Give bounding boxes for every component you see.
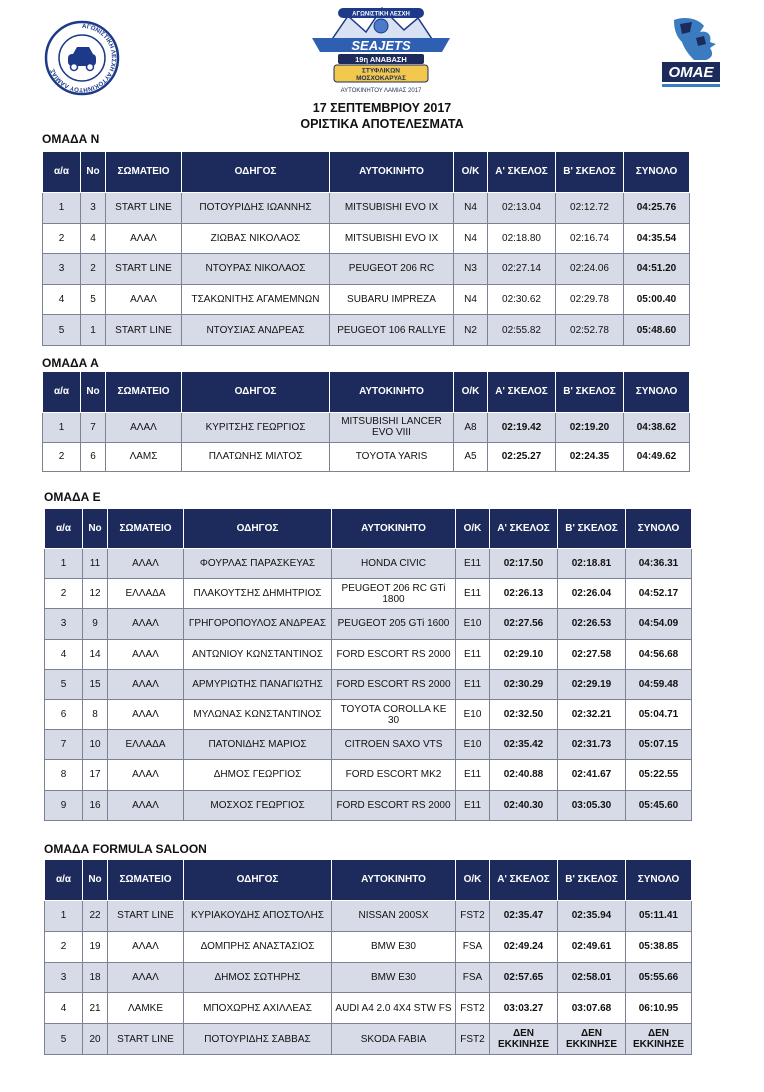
start-number: 20 <box>83 1024 108 1055</box>
car: FORD ESCORT RS 2000 <box>332 790 456 820</box>
row-number: 1 <box>43 413 81 443</box>
col-no: Νο <box>81 152 106 193</box>
total-time: 04:36.31 <box>626 549 692 579</box>
leg2-time: 02:24.35 <box>556 442 624 472</box>
class: E11 <box>456 639 490 669</box>
leg2-time: 03:07.68 <box>558 993 626 1024</box>
omae-logo <box>654 14 728 96</box>
leg2-time: 02:26.53 <box>558 609 626 639</box>
leg1-time: 02:55.82 <box>488 315 556 346</box>
club: ΑΛΑΛ <box>108 669 184 699</box>
driver: ΤΣΑΚΩΝΙΤΗΣ ΑΓΑΜΕΜΝΩΝ <box>182 284 330 315</box>
club: ΑΛΑΛ <box>106 284 182 315</box>
leg2-time: 02:29.19 <box>558 669 626 699</box>
table-row <box>43 284 690 315</box>
total-time: 04:52.17 <box>626 579 692 609</box>
table-row <box>45 579 692 609</box>
total-time: 04:38.62 <box>624 413 690 443</box>
start-number: 18 <box>83 962 108 993</box>
class: FST2 <box>456 1024 490 1055</box>
col-car: ΑΥΤΟΚΙΝΗΤΟ <box>330 372 454 413</box>
row-number: 3 <box>45 962 83 993</box>
leg1-time: 02:17.50 <box>490 549 558 579</box>
leg2-time: 02:32.21 <box>558 699 626 729</box>
total-time: 04:59.48 <box>626 669 692 699</box>
row-number: 2 <box>43 223 81 254</box>
table-row <box>45 669 692 699</box>
class: N4 <box>454 223 488 254</box>
class: N4 <box>454 193 488 224</box>
svg-text:ΣΤΥΦΛΙΚΩΝ: ΣΤΥΦΛΙΚΩΝ <box>361 67 401 75</box>
results-table <box>44 508 692 821</box>
car: HONDA CIVIC <box>332 549 456 579</box>
club: ΕΛΛΑΔΑ <box>108 730 184 760</box>
driver: ΔΗΜΟΣ ΓΕΩΡΓΙΟΣ <box>184 760 332 790</box>
driver: ΝΤΟΥΡΑΣ ΝΙΚΟΛΑΟΣ <box>182 254 330 285</box>
col-class: Ο/Κ <box>454 152 488 193</box>
total-time: 05:07.15 <box>626 730 692 760</box>
car: FORD ESCORT MK2 <box>332 760 456 790</box>
row-number: 5 <box>43 315 81 346</box>
car: BMW E30 <box>332 962 456 993</box>
start-number: 19 <box>83 931 108 962</box>
table-row <box>45 730 692 760</box>
total-time: 05:48.60 <box>624 315 690 346</box>
col-leg1: Α' ΣΚΕΛΟΣ <box>488 152 556 193</box>
row-number: 1 <box>45 901 83 932</box>
col-car: ΑΥΤΟΚΙΝΗΤΟ <box>330 152 454 193</box>
col-aa: α/α <box>45 509 83 549</box>
leg1-time: 02:49.24 <box>490 931 558 962</box>
total-time: 04:51.20 <box>624 254 690 285</box>
table-row <box>45 699 692 729</box>
start-number: 7 <box>81 413 106 443</box>
col-total: ΣΥΝΟΛΟ <box>626 509 692 549</box>
leg1-time: 02:19.42 <box>488 413 556 443</box>
group-title: ΟΜΑΔΑ Ν <box>42 132 100 146</box>
leg2-time: 02:31.73 <box>558 730 626 760</box>
start-number: 16 <box>83 790 108 820</box>
total-time: 04:56.68 <box>626 639 692 669</box>
class: A5 <box>454 442 488 472</box>
col-leg2: Β' ΣΚΕΛΟΣ <box>558 509 626 549</box>
start-number: 10 <box>83 730 108 760</box>
leg2-time: ΔΕΝ ΕΚΚΙΝΗΣΕ <box>558 1024 626 1055</box>
leg1-time: 03:03.27 <box>490 993 558 1024</box>
car: PEUGEOT 106 RALLYE <box>330 315 454 346</box>
col-driver: ΟΔΗΓΟΣ <box>184 509 332 549</box>
table-row <box>45 760 692 790</box>
car: TOYOTA YARIS <box>330 442 454 472</box>
leg1-time: 02:18.80 <box>488 223 556 254</box>
club: ΑΛΑΛ <box>108 699 184 729</box>
car: MITSUBISHI EVO IX <box>330 223 454 254</box>
club: START LINE <box>106 254 182 285</box>
driver: ΑΡΜΥΡΙΩΤΗΣ ΠΑΝΑΓΙΩΤΗΣ <box>184 669 332 699</box>
row-number: 2 <box>45 579 83 609</box>
leg2-time: 02:27.58 <box>558 639 626 669</box>
row-number: 4 <box>45 639 83 669</box>
club: START LINE <box>106 193 182 224</box>
leg2-time: 02:58.01 <box>558 962 626 993</box>
results-table <box>42 371 690 472</box>
start-number: 1 <box>81 315 106 346</box>
leg1-time: 02:35.47 <box>490 901 558 932</box>
row-number: 8 <box>45 760 83 790</box>
club: START LINE <box>106 315 182 346</box>
col-no: Νο <box>81 372 106 413</box>
start-number: 4 <box>81 223 106 254</box>
driver: ΠΛΑΚΟΥΤΣΗΣ ΔΗΜΗΤΡΙΟΣ <box>184 579 332 609</box>
svg-text:SEAJETS: SEAJETS <box>351 38 411 53</box>
leg2-time: 02:26.04 <box>558 579 626 609</box>
club: ΑΛΑΛ <box>108 760 184 790</box>
results-table <box>42 151 690 346</box>
driver: ΠΛΑΤΩΝΗΣ ΜΙΛΤΟΣ <box>182 442 330 472</box>
class: E10 <box>456 699 490 729</box>
col-leg1: Α' ΣΚΕΛΟΣ <box>488 372 556 413</box>
svg-text:ΑΓΩΝΙΣΤΙΚΗ ΛΕΣΧΗ ΑΥΤΟΚΙΝΗΤΟΥ Λ: ΑΓΩΝΙΣΤΙΚΗ ΛΕΣΧΗ ΑΥΤΟΚΙΝΗΤΟΥ ΛΑΜΙΑΣ <box>49 22 118 94</box>
col-class: Ο/Κ <box>456 860 490 901</box>
start-number: 6 <box>81 442 106 472</box>
col-total: ΣΥΝΟΛΟ <box>624 372 690 413</box>
club: ΑΛΑΛ <box>108 962 184 993</box>
driver: ΚΥΡΙΑΚΟΥΔΗΣ ΑΠΟΣΤΟΛΗΣ <box>184 901 332 932</box>
club: ΑΛΑΛ <box>106 223 182 254</box>
start-number: 17 <box>83 760 108 790</box>
col-leg2: Β' ΣΚΕΛΟΣ <box>556 152 624 193</box>
table-row <box>45 931 692 962</box>
row-number: 1 <box>45 549 83 579</box>
car: SKODA FABIA <box>332 1024 456 1055</box>
class: E10 <box>456 609 490 639</box>
group-title: ΟΜΑΔΑ Α <box>42 356 99 370</box>
start-number: 12 <box>83 579 108 609</box>
col-driver: ΟΔΗΓΟΣ <box>184 860 332 901</box>
start-number: 21 <box>83 993 108 1024</box>
leg1-time: 02:57.65 <box>490 962 558 993</box>
driver: ΜΠΟΧΩΡΗΣ ΑΧΙΛΛΕΑΣ <box>184 993 332 1024</box>
driver: ΓΡΗΓΟΡΟΠΟΥΛΟΣ ΑΝΔΡΕΑΣ <box>184 609 332 639</box>
col-aa: α/α <box>43 372 81 413</box>
club: ΑΛΑΛ <box>108 639 184 669</box>
row-number: 1 <box>43 193 81 224</box>
class: FSA <box>456 931 490 962</box>
col-car: ΑΥΤΟΚΙΝΗΤΟ <box>332 509 456 549</box>
driver: ΠΑΤΟΝΙΔΗΣ ΜΑΡΙΟΣ <box>184 730 332 760</box>
svg-text:ΑΥΤΟΚΙΝΗΤΟΥ ΛΑΜΙΑΣ 2017: ΑΥΤΟΚΙΝΗΤΟΥ ΛΑΜΙΑΣ 2017 <box>340 88 422 94</box>
svg-text:ΑΓΩΝΙΣΤΙΚΗ ΛΕΣΧΗ: ΑΓΩΝΙΣΤΙΚΗ ΛΕΣΧΗ <box>352 11 410 18</box>
leg1-time: 02:26.13 <box>490 579 558 609</box>
table-header-row <box>45 509 692 549</box>
row-number: 2 <box>43 442 81 472</box>
svg-text:ΜΟΣΧΟΚΑΡΥΑΣ: ΜΟΣΧΟΚΑΡΥΑΣ <box>356 75 406 82</box>
col-class: Ο/Κ <box>454 372 488 413</box>
car: SUBARU IMPREZA <box>330 284 454 315</box>
club: ΕΛΛΑΔΑ <box>108 579 184 609</box>
table-row <box>43 223 690 254</box>
row-number: 3 <box>45 609 83 639</box>
group-title: ΟΜΑΔΑ Ε <box>44 490 101 504</box>
col-driver: ΟΔΗΓΟΣ <box>182 372 330 413</box>
driver: ΔΗΜΟΣ ΣΩΤΗΡΗΣ <box>184 962 332 993</box>
class: FST2 <box>456 993 490 1024</box>
col-leg1: Α' ΣΚΕΛΟΣ <box>490 509 558 549</box>
car: PEUGEOT 205 GTi 1600 <box>332 609 456 639</box>
leg1-time: 02:25.27 <box>488 442 556 472</box>
table-header-row <box>43 152 690 193</box>
car: FORD ESCORT RS 2000 <box>332 639 456 669</box>
group-title: ΟΜΑΔΑ FORMULA SALOON <box>44 842 207 856</box>
leg1-time: 02:27.56 <box>490 609 558 639</box>
car: PEUGEOT 206 RC GTi 1800 <box>332 579 456 609</box>
leg2-time: 02:19.20 <box>556 413 624 443</box>
class: E11 <box>456 760 490 790</box>
table-row <box>45 962 692 993</box>
start-number: 22 <box>83 901 108 932</box>
total-time: 05:11.41 <box>626 901 692 932</box>
total-time: 04:25.76 <box>624 193 690 224</box>
total-time: 05:22.55 <box>626 760 692 790</box>
col-driver: ΟΔΗΓΟΣ <box>182 152 330 193</box>
class: FSA <box>456 962 490 993</box>
driver: ΠΟΤΟΥΡΙΔΗΣ ΣΑΒΒΑΣ <box>184 1024 332 1055</box>
table-row <box>45 609 692 639</box>
leg1-time: ΔΕΝ ΕΚΚΙΝΗΣΕ <box>490 1024 558 1055</box>
leg2-time: 02:12.72 <box>556 193 624 224</box>
leg1-time: 02:32.50 <box>490 699 558 729</box>
total-time: 04:49.62 <box>624 442 690 472</box>
col-club: ΣΩΜΑΤΕΙΟ <box>106 372 182 413</box>
class: E10 <box>456 730 490 760</box>
class: N3 <box>454 254 488 285</box>
table-row <box>45 790 692 820</box>
car: TOYOTA COROLLA KE 30 <box>332 699 456 729</box>
car: CITROEN SAXO VTS <box>332 730 456 760</box>
club: START LINE <box>108 1024 184 1055</box>
leg2-time: 02:29.78 <box>556 284 624 315</box>
total-time: 05:00.40 <box>624 284 690 315</box>
svg-text:19η ΑΝΑΒΑΣΗ: 19η ΑΝΑΒΑΣΗ <box>355 55 407 64</box>
club: ΑΛΑΛ <box>106 413 182 443</box>
col-no: Νο <box>83 860 108 901</box>
start-number: 5 <box>81 284 106 315</box>
row-number: 7 <box>45 730 83 760</box>
club: START LINE <box>108 901 184 932</box>
leg2-time: 02:49.61 <box>558 931 626 962</box>
class: E11 <box>456 549 490 579</box>
leg1-time: 02:30.29 <box>490 669 558 699</box>
start-number: 14 <box>83 639 108 669</box>
driver: ΜΥΛΩΝΑΣ ΚΩΝΣΤΑΝΤΙΝΟΣ <box>184 699 332 729</box>
class: FST2 <box>456 901 490 932</box>
col-class: Ο/Κ <box>456 509 490 549</box>
start-number: 9 <box>83 609 108 639</box>
driver: ΑΝΤΩΝΙΟΥ ΚΩΝΣΤΑΝΤΙΝΟΣ <box>184 639 332 669</box>
car: MITSUBISHI EVO IX <box>330 193 454 224</box>
total-time: 05:04.71 <box>626 699 692 729</box>
car: AUDI A4 2.0 4X4 STW FS <box>332 993 456 1024</box>
table-row <box>45 639 692 669</box>
start-number: 2 <box>81 254 106 285</box>
table-row <box>43 315 690 346</box>
event-logo <box>308 2 454 98</box>
leg2-time: 02:24.06 <box>556 254 624 285</box>
driver: ΔΟΜΠΡΗΣ ΑΝΑΣΤΑΣΙΟΣ <box>184 931 332 962</box>
leg2-time: 02:41.67 <box>558 760 626 790</box>
driver: ΜΟΣΧΟΣ ΓΕΩΡΓΙΟΣ <box>184 790 332 820</box>
results-table <box>44 859 692 1055</box>
start-number: 15 <box>83 669 108 699</box>
table-row <box>43 413 690 443</box>
col-aa: α/α <box>43 152 81 193</box>
table-row <box>43 442 690 472</box>
leg1-time: 02:40.30 <box>490 790 558 820</box>
table-row <box>45 901 692 932</box>
col-aa: α/α <box>45 860 83 901</box>
row-number: 5 <box>45 669 83 699</box>
leg2-time: 03:05.30 <box>558 790 626 820</box>
leg2-time: 02:18.81 <box>558 549 626 579</box>
car: FORD ESCORT RS 2000 <box>332 669 456 699</box>
class: A8 <box>454 413 488 443</box>
club: ΛΑΜΚΕ <box>108 993 184 1024</box>
col-leg1: Α' ΣΚΕΛΟΣ <box>490 860 558 901</box>
col-club: ΣΩΜΑΤΕΙΟ <box>106 152 182 193</box>
club: ΑΛΑΛ <box>108 549 184 579</box>
car: PEUGEOT 206 RC <box>330 254 454 285</box>
leg1-time: 02:29.10 <box>490 639 558 669</box>
col-club: ΣΩΜΑΤΕΙΟ <box>108 509 184 549</box>
total-time: ΔΕΝ ΕΚΚΙΝΗΣΕ <box>626 1024 692 1055</box>
table-header-row <box>45 860 692 901</box>
col-no: Νο <box>83 509 108 549</box>
row-number: 5 <box>45 1024 83 1055</box>
leg1-time: 02:35.42 <box>490 730 558 760</box>
leg1-time: 02:30.62 <box>488 284 556 315</box>
driver: ΖΙΩΒΑΣ ΝΙΚΟΛΑΟΣ <box>182 223 330 254</box>
class: E11 <box>456 790 490 820</box>
leg1-time: 02:27.14 <box>488 254 556 285</box>
club-logo <box>44 20 120 96</box>
leg2-time: 02:52.78 <box>556 315 624 346</box>
table-header-row <box>43 372 690 413</box>
total-time: 05:38.85 <box>626 931 692 962</box>
total-time: 06:10.95 <box>626 993 692 1024</box>
table-row <box>45 993 692 1024</box>
table-row <box>45 1024 692 1055</box>
start-number: 8 <box>83 699 108 729</box>
col-car: ΑΥΤΟΚΙΝΗΤΟ <box>332 860 456 901</box>
leg2-time: 02:16.74 <box>556 223 624 254</box>
event-date: 17 ΣΕΠΤΕΜΒΡΙΟΥ 2017 <box>312 101 452 115</box>
car: MITSUBISHI LANCER EVO VIII <box>330 413 454 443</box>
driver: ΦΟΥΡΛΑΣ ΠΑΡΑΣΚΕΥΑΣ <box>184 549 332 579</box>
row-number: 3 <box>43 254 81 285</box>
table-row <box>45 549 692 579</box>
page-header <box>0 0 764 140</box>
col-leg2: Β' ΣΚΕΛΟΣ <box>558 860 626 901</box>
total-time: 05:55.66 <box>626 962 692 993</box>
class: N4 <box>454 284 488 315</box>
row-number: 9 <box>45 790 83 820</box>
driver: ΚΥΡΙΤΣΗΣ ΓΕΩΡΓΙΟΣ <box>182 413 330 443</box>
class: E11 <box>456 669 490 699</box>
leg1-time: 02:13.04 <box>488 193 556 224</box>
col-total: ΣΥΝΟΛΟ <box>624 152 690 193</box>
svg-text:ΟΜΑΕ: ΟΜΑΕ <box>668 64 714 81</box>
col-club: ΣΩΜΑΤΕΙΟ <box>108 860 184 901</box>
class: N2 <box>454 315 488 346</box>
start-number: 3 <box>81 193 106 224</box>
club: ΑΛΑΛ <box>108 790 184 820</box>
driver: ΠΟΤΟΥΡΙΔΗΣ ΙΩΑΝΝΗΣ <box>182 193 330 224</box>
club: ΑΛΑΛ <box>108 931 184 962</box>
driver: ΝΤΟΥΣΙΑΣ ΑΝΔΡΕΑΣ <box>182 315 330 346</box>
results-subtitle: ΟΡΙΣΤΙΚΑ ΑΠΟΤΕΛΕΣΜΑΤΑ <box>300 117 464 131</box>
col-leg2: Β' ΣΚΕΛΟΣ <box>556 372 624 413</box>
club: ΛΑΜΣ <box>106 442 182 472</box>
row-number: 4 <box>43 284 81 315</box>
class: E11 <box>456 579 490 609</box>
total-time: 05:45.60 <box>626 790 692 820</box>
total-time: 04:54.09 <box>626 609 692 639</box>
car: NISSAN 200SX <box>332 901 456 932</box>
row-number: 2 <box>45 931 83 962</box>
club: ΑΛΑΛ <box>108 609 184 639</box>
leg2-time: 02:35.94 <box>558 901 626 932</box>
row-number: 4 <box>45 993 83 1024</box>
table-row <box>43 193 690 224</box>
row-number: 6 <box>45 699 83 729</box>
col-total: ΣΥΝΟΛΟ <box>626 860 692 901</box>
leg1-time: 02:40.88 <box>490 760 558 790</box>
start-number: 11 <box>83 549 108 579</box>
total-time: 04:35.54 <box>624 223 690 254</box>
table-row <box>43 254 690 285</box>
car: BMW E30 <box>332 931 456 962</box>
